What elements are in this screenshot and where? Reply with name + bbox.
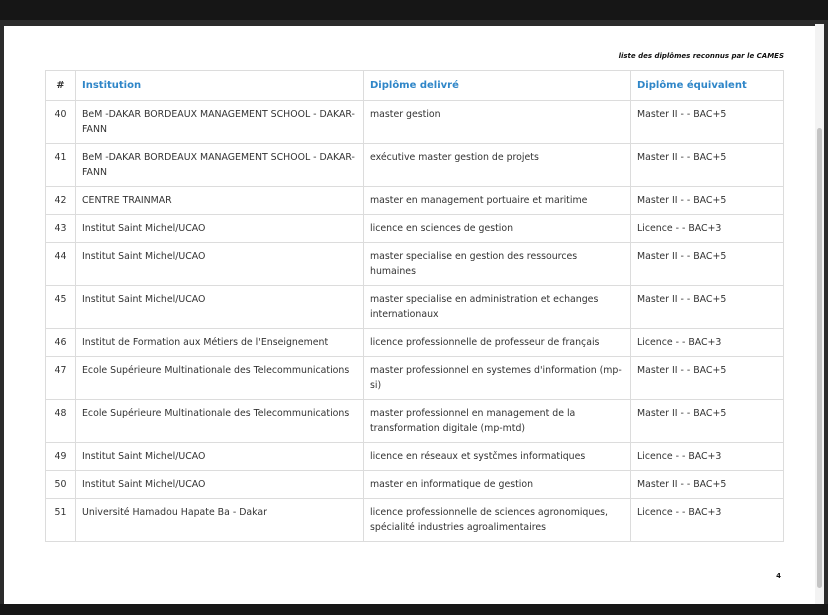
table-row <box>46 144 784 187</box>
institution-cell: CENTRE TRAINMAR <box>76 187 364 215</box>
diplome-cell: licence en réseaux et systčmes informatiques <box>364 443 631 471</box>
diplome-cell: master en management portuaire et maritime <box>364 187 631 215</box>
equivalent-cell: Master II - - BAC+5 <box>631 471 784 499</box>
equivalent-cell: Master II - - BAC+5 <box>631 286 784 329</box>
equivalent-cell: Licence - - BAC+3 <box>631 499 784 542</box>
institution-cell: Ecole Supérieure Multinationale des Telecommunications <box>76 400 364 443</box>
table-row <box>46 101 784 144</box>
table-row <box>46 215 784 243</box>
diplome-cell: master specialise en gestion des ressources humaines <box>364 243 631 286</box>
diplome-cell: licence en sciences de gestion <box>364 215 631 243</box>
institution-cell: Institut Saint Michel/UCAO <box>76 443 364 471</box>
diplome-cell: licence professionnelle de sciences agronomiques, spécialité industries agroalimentaires <box>364 499 631 542</box>
equivalent-cell: Master II - - BAC+5 <box>631 101 784 144</box>
diplome-cell: licence professionnelle de professeur de français <box>364 329 631 357</box>
table-row <box>46 286 784 329</box>
row-number: 51 <box>46 499 76 542</box>
equivalent-cell: Licence - - BAC+3 <box>631 215 784 243</box>
row-number: 44 <box>46 243 76 286</box>
diplome-cell: master professionnel en management de la transformation digitale (mp-mtd) <box>364 400 631 443</box>
diplomas-table <box>45 70 784 542</box>
institution-cell: BeM -DAKAR BORDEAUX MANAGEMENT SCHOOL - DAKAR-FANN <box>76 144 364 187</box>
equivalent-cell: Master II - - BAC+5 <box>631 187 784 215</box>
document-page <box>4 26 824 604</box>
row-number: 50 <box>46 471 76 499</box>
institution-cell: Institut Saint Michel/UCAO <box>76 215 364 243</box>
row-number: 47 <box>46 357 76 400</box>
table-row <box>46 443 784 471</box>
equivalent-cell: Master II - - BAC+5 <box>631 400 784 443</box>
diplome-cell: exécutive master gestion de projets <box>364 144 631 187</box>
header-diplome-delivre: Diplôme delivré <box>364 71 631 101</box>
institution-cell: Institut Saint Michel/UCAO <box>76 243 364 286</box>
diplome-cell: master en informatique de gestion <box>364 471 631 499</box>
table-row <box>46 499 784 542</box>
institution-cell: Ecole Supérieure Multinationale des Telecommunications <box>76 357 364 400</box>
row-number: 40 <box>46 101 76 144</box>
row-number: 43 <box>46 215 76 243</box>
institution-cell: BeM -DAKAR BORDEAUX MANAGEMENT SCHOOL - DAKAR-FANN <box>76 101 364 144</box>
table-row <box>46 471 784 499</box>
diplome-cell: master specialise en administration et echanges internationaux <box>364 286 631 329</box>
table-row <box>46 400 784 443</box>
header-number: # <box>46 71 76 101</box>
row-number: 48 <box>46 400 76 443</box>
table-row <box>46 357 784 400</box>
table-row <box>46 243 784 286</box>
header-institution: Institution <box>76 71 364 101</box>
row-number: 41 <box>46 144 76 187</box>
page-number: 4 <box>776 572 781 580</box>
equivalent-cell: Master II - - BAC+5 <box>631 357 784 400</box>
institution-cell: Institut de Formation aux Métiers de l'Enseignement <box>76 329 364 357</box>
row-number: 45 <box>46 286 76 329</box>
diplome-cell: master professionnel en systemes d'information (mp-si) <box>364 357 631 400</box>
row-number: 42 <box>46 187 76 215</box>
institution-cell: Université Hamadou Hapate Ba - Dakar <box>76 499 364 542</box>
scrollbar-thumb[interactable] <box>817 128 822 588</box>
institution-cell: Institut Saint Michel/UCAO <box>76 286 364 329</box>
equivalent-cell: Licence - - BAC+3 <box>631 329 784 357</box>
equivalent-cell: Master II - - BAC+5 <box>631 144 784 187</box>
institution-cell: Institut Saint Michel/UCAO <box>76 471 364 499</box>
header-diplome-equivalent: Diplôme équivalent <box>631 71 784 101</box>
header-note: liste des diplômes reconnus par le CAMES <box>618 52 784 60</box>
table-row <box>46 329 784 357</box>
row-number: 46 <box>46 329 76 357</box>
diplome-cell: master gestion <box>364 101 631 144</box>
row-number: 49 <box>46 443 76 471</box>
viewer-top-bar <box>0 0 828 20</box>
equivalent-cell: Licence - - BAC+3 <box>631 443 784 471</box>
table-row <box>46 187 784 215</box>
table-header-row <box>46 71 784 101</box>
viewer-bottom-bar <box>0 604 828 615</box>
table-body <box>46 101 784 542</box>
equivalent-cell: Master II - - BAC+5 <box>631 243 784 286</box>
vertical-scrollbar[interactable] <box>815 24 824 604</box>
